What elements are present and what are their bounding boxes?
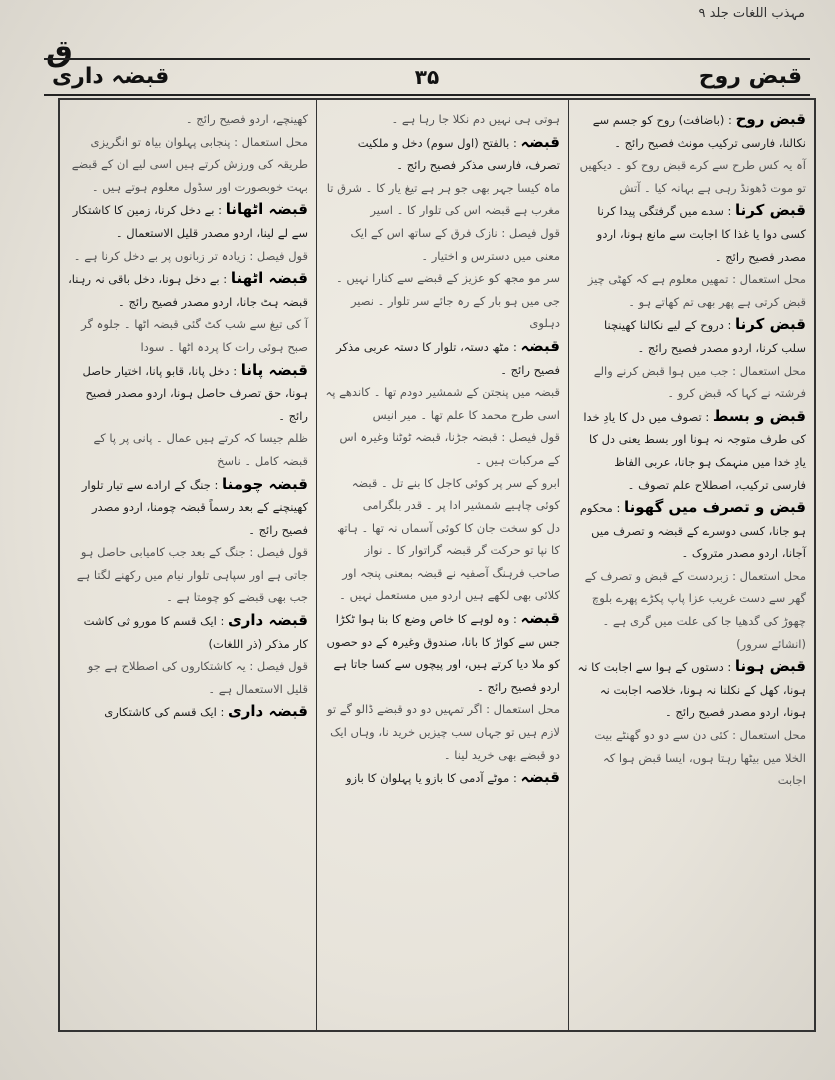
entry-text: : محکوم ہو جانا، کسی دوسرے کے قبضہ و تصرف میں آجانا، اردو مصدر متروک ۔ [579,501,806,561]
entry-headword: قبضہ [520,336,560,355]
dictionary-entry [577,154,806,199]
entry-headword: قبضہ پانا [240,360,308,379]
entry-text: : تصوف میں دل کا یادِ خدا کی طرف متوجہ نہ ہونا اور بسط یعنی دل کا یادِ خدا میں منہمک ہو جانا، عربی الفاظ فارسی ترکیب، اصطلاح علم تصوف ۔ [583,409,806,492]
dictionary-entry [577,199,806,268]
entry-text: دل کو سخت جان کا کوئی آسماں نہ تھا ۔ ہاتھ کا نپا تو حرکت گر قبضہ گراتوار کا ۔ نواز [337,520,560,558]
entry-headword: قبضہ اٹھنا [230,269,308,288]
entry-text: ہوتی ہی نہیں دم نکلا جا رہا ہے ۔ [391,112,560,126]
dictionary-entry [577,313,806,359]
dictionary-entry [325,472,560,517]
entry-text: محل استعمال : جب میں ہوا قبض کرنے والے فرشتہ نے کہا کہ قبض کرو ۔ [593,363,806,401]
dictionary-entry [325,562,560,607]
entry-text: ماہ کیسا جہر بھی جو ہر ہے تیغ یار کا ۔ شرق تا مغرب ہے قبضہ اس کی تلوار کا ۔ اسیر [326,180,560,218]
dictionary-entry [577,360,806,405]
entry-headword: قبض کرنا [735,315,806,334]
dictionary-entry [577,268,806,313]
dictionary-entry [325,607,560,698]
entry-text: : بے دخل کرنا، زمین کا کاشتکار سے لے لینا، اردو مصدر قلیل الاستعمال ۔ [72,203,308,240]
dictionary-entry [325,381,560,426]
entry-headword: قبض و بسط [712,406,806,425]
dictionary-entry [577,496,806,565]
dictionary-entry [68,427,308,472]
entry-text: : جنگ کے ارادے سے تیار تلوار کھینچنے کے بعد رسماً قبضہ چومنا، اردو مصدر فصیح رائج ۔ [81,477,308,537]
entry-text: قول فیصل : نازک فرق کے ساتھ اس کے ایک معنی میں دسترس و اختیار ۔ [350,225,560,263]
dictionary-entry [577,405,806,496]
dictionary-entry [577,655,806,724]
dictionary-entry [325,131,560,177]
column-left [60,100,316,1030]
entry-text: صاحب فرہنگ آصفیہ نے قبضہ بمعنی پنجہ اور کلائی بھی لکھے ہیں اردو میں مستعمل نہیں ۔ [339,565,560,603]
entry-text: : موٹے آدمی کا بازو یا پہلوان کا بازو [345,771,517,786]
entry-headword: قبضہ [520,609,560,628]
entry-headword: قبضہ چومنا [222,474,308,493]
corner-letter: ق [46,34,73,69]
entry-text: محل استعمال : تمھیں معلوم ہے کہ کھٹی چیز قبض کرتی ہے پھر بھی تم کھاتے ہو ۔ [587,272,806,309]
entry-text: محل استعمال : کئی دن سے دو دو گھنٹے بیت الخلا میں بیٹھا رہتا ہوں، ایسا قبض ہوا کہ اجابت [594,728,806,788]
entry-headword: قبض ہونا [734,657,806,676]
entry-text: قول فیصل : جنگ کے بعد جب کامیابی حاصل ہو جاتی ہے اور سپاہی تلوار نیام میں رکھنے لگتا ہے جب بھی قبضے کو چومتا ہے ۔ [76,545,308,605]
entry-headword: قبض و تصرف میں گھونا [624,498,806,517]
dictionary-entry [325,108,560,131]
dictionary-entry [68,541,308,609]
dictionary-entry [68,313,308,358]
entry-text: آ کی تیغ سے شب کٹ گئی قبضہ اٹھا ۔ جلوہ گر صبح ہوئی رات کا پردہ اٹھا ۔ سودا [81,317,308,354]
dictionary-entry [325,335,560,381]
dictionary-entry [68,131,308,199]
top-note: مہذب اللغات جلد ۹ [698,6,805,21]
entry-text: قبضہ میں پنجتن کے شمشیر دودم تھا ۔ کاندھے پہ اسی طرح محمد کا علم تھا ۔ میر انیس [325,385,560,422]
entry-text: کھینچے، اردو فصیح رائج ۔ [185,112,308,126]
entry-text: : مٹھ دستہ، تلوار کا دستہ عربی مذکر فصیح رائج ۔ [336,339,560,377]
dictionary-entry [68,609,308,655]
entry-text: : سدے میں گرفتگی پیدا کرنا کسی دوا یا غذا کا اجابت سے مانع ہونا، اردو مصدر فصیح رائج ۔ [596,204,806,264]
entry-headword: قبضہ اٹھانا [225,200,308,219]
page-number: ۳۵ [414,65,440,89]
dictionary-entry [325,426,560,471]
entry-text: : دخل پانا، قابو پانا، اختیار حاصل ہونا، حق تصرف حاصل ہونا، اردو مصدر فصیح رائج ۔ [82,363,308,423]
dictionary-entry [325,698,560,766]
entry-text: : ایک قسم کی کاشتکاری [104,705,225,720]
dictionary-entry [68,359,308,428]
entry-text: محل استعمال : اگر تمہیں دو دو قبضے ڈالو گے تو لازم ہیں تو جہاں سب چیزیں خرید نا، وہاں ایک دو قبضے بھی خرید لینا ۔ [326,702,560,762]
dictionary-entry [68,700,308,724]
dictionary-entry [325,766,560,790]
dictionary-entry [577,724,806,792]
dictionary-entry [325,222,560,267]
entry-text: قول فیصل : زیادہ تر زبانوں پر بے دخل کرنا ہے ۔ [73,248,308,263]
entry-headword: قبضہ [520,768,560,787]
header-left-title: قبضہ داری [52,64,170,89]
dictionary-entry [68,473,308,542]
entry-text: : بے دخل ہونا، دخل باقی نہ رہنا، قبضہ ہٹ جانا، اردو مصدر فصیح رائج ۔ [68,272,308,309]
header-right-title: قبض روح [698,64,802,89]
text-frame [58,98,816,1032]
dictionary-entry [68,267,308,313]
entry-text: محل استعمال : زبردست کے قبض و تصرف کے گھر سے دست غریب عزا پاپ پکڑے پھرے بلوچ چھوڑ کی گدھیا جا کی علت میں گری ہے ۔ (انشائے سرور) [584,568,806,651]
page-header [44,58,810,96]
entry-headword: قبضہ [520,132,560,151]
entry-headword: قبضہ داری [228,611,308,630]
entry-text: قول فیصل : قبضہ جڑنا، قبضہ ٹوٹنا وغیرہ اس کے مرکبات ہیں ۔ [339,430,560,467]
entry-text: محل استعمال : پنجابی پہلوان بیاہ تو انگریزی طریقہ کی ورزش کرتے ہیں اسی لیے ان کے قبضے بہت خوبصورت اور سڈول معلوم ہوتے ہیں ۔ [71,134,308,194]
dictionary-entry [325,267,560,335]
dictionary-entry [68,198,308,244]
dictionary-entry [325,177,560,222]
entry-headword: قبضہ داری [228,702,308,721]
entry-text: قول فیصل : یہ کاشتکاروں کی اصطلاح ہے جو قلیل الاستعمال ہے ۔ [87,659,308,696]
column-right [568,100,814,1030]
dictionary-entry [68,245,308,268]
column-middle [316,100,568,1030]
entry-text: : وہ لوہے کا خاص وضع کا بنا ہوا ٹکڑا جس سے کواڑ کا بانا، صندوق وغیرہ کے دو حصوں کو ملا دیا کرتے ہیں، اور پیچوں سے کسا جاتا ہے اردو فصیح رائج ۔ [326,612,560,694]
entry-text: ابرو کے سر پر کوئی کاجل کا بنے تل ۔ قبضہ کوئی چاہیے شمشیر ادا پر ۔ قدر بلگرامی [351,475,560,513]
dictionary-entry [577,108,806,154]
entry-text: : دستوں کے ہوا سے اجابت کا نہ ہونا، کھل کے نکلنا نہ ہونا، خلاصہ اجابت نہ ہونا، اردو مصدر فصیح رائج ۔ [577,660,806,720]
entry-headword: قبض روح [735,110,806,128]
entry-text: : دروح کے لیے نکالنا کھینچنا سلب کرنا، اردو مصدر فصیح رائج ۔ [604,318,806,355]
entry-text: : ایک قسم کا مورو ثی کاشت کار مذکر (ذر اللغات) [83,614,308,651]
entry-text: : (باضافت) روح کو جسم سے نکالنا، فارسی ترکیب مونث فصیح رائج ۔ [592,113,806,150]
entry-text: سر مو مجھ کو عزیز کے قبضے سے کنارا نہیں ۔ جی میں ہو بار کے رہ جائے سر تلوار ۔ نصیر دہلوی [335,271,560,331]
entry-text: : بالفتح (اول سوم) دخل و ملکیت تصرف، فارسی مذکر فصیح رائج ۔ [357,135,560,173]
entry-text: آہ یہ کس طرح سے کرے قبض روح کو ۔ دیکھیں تو موت ڈھونڈ رہی ہے بہانہ کیا ۔ آتش [579,158,806,195]
dictionary-entry [325,517,560,562]
entry-headword: قبض کرنا [735,201,806,220]
dictionary-entry [68,655,308,700]
entry-text: ظلم جیسا کہ کرتے ہیں عمال ۔ پانی پر پا کے قبضہ کامل ۔ ناسخ [93,431,308,468]
dictionary-entry [68,108,308,131]
dictionary-entry [577,565,806,655]
